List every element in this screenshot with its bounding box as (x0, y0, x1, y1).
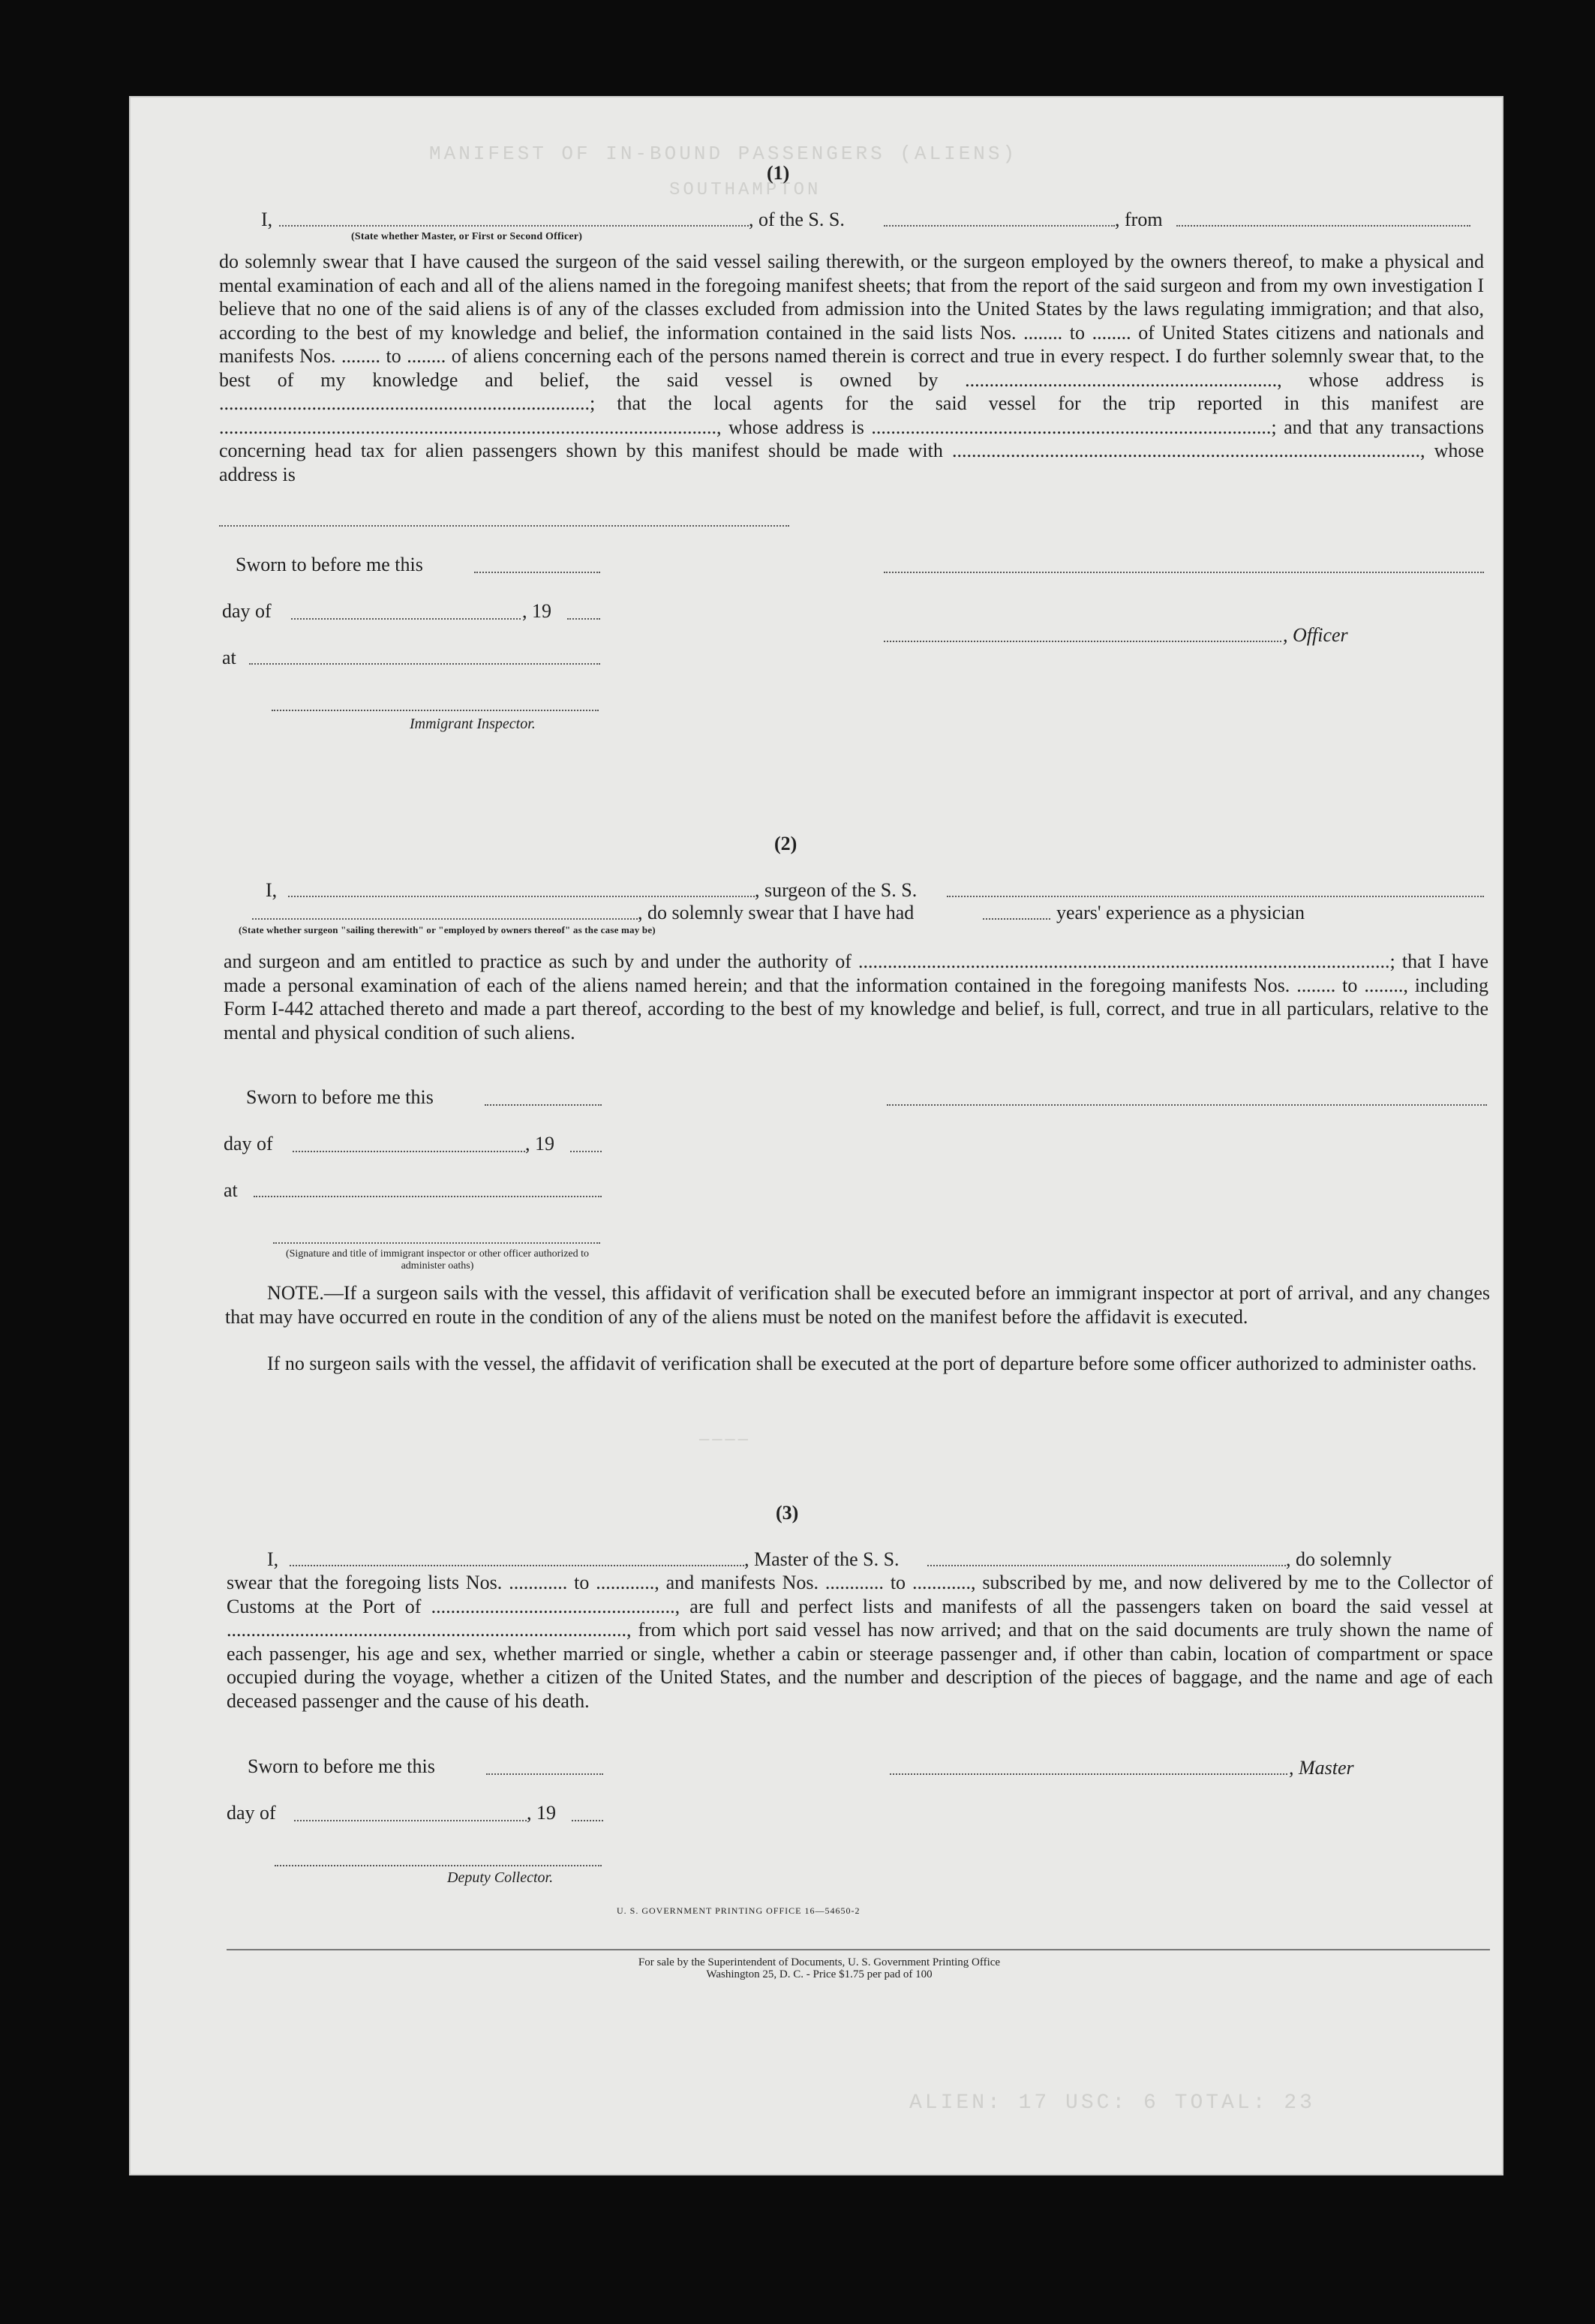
s2-sworn-blank[interactable] (485, 1104, 602, 1106)
s1-at-label: at (222, 647, 236, 668)
s2-year-blank[interactable] (570, 1151, 602, 1152)
s1-day-of-label: day of (222, 600, 272, 622)
s1-from-port-blank[interactable] (1176, 225, 1470, 227)
s2-year-label: , 19 (525, 1133, 554, 1154)
s1-inspector-caption: Immigrant Inspector. (410, 716, 536, 732)
s2-day-of-label: day of (224, 1133, 273, 1154)
printing-office-imprint: U. S. GOVERNMENT PRINTING OFFICE 16—54650-2 (617, 1905, 861, 1916)
s1-officer-label: , Officer (1283, 624, 1348, 646)
s2-ship-name-blank[interactable] (947, 896, 1484, 897)
section-3-number: (3) (776, 1502, 799, 1524)
s3-master-signature-line[interactable] (890, 1773, 1287, 1775)
s3-master-ss-label: , Master of the S. S. (744, 1548, 900, 1570)
s3-day-blank[interactable] (294, 1820, 527, 1821)
s2-signature-caption: (Signature and title of immigrant inspector or other officer authorized to administer oaths) (285, 1248, 590, 1272)
s2-surgeon-caption: (State whether surgeon "sailing therewith" or "employed by owners thereof" as the case may be) (239, 924, 656, 935)
s3-master-label: , Master (1289, 1757, 1354, 1779)
s2-years-label: years' experience as a physician (1056, 902, 1305, 923)
s1-blank-under-body[interactable] (219, 525, 789, 527)
s2-i-label: I, (266, 879, 278, 901)
s1-inspector-signature-line[interactable] (272, 710, 599, 711)
bleed-through-totals: ALIEN: 17 USC: 6 TOTAL: 23 (909, 2091, 1315, 2115)
s3-sworn-label: Sworn to before me this (248, 1755, 435, 1777)
s2-note-2: If no surgeon sails with the vessel, the affidavit of verification shall be executed at the port of departure before some officer authorized to administer oaths. (267, 1353, 1477, 1374)
s1-sworn-blank[interactable] (474, 572, 600, 573)
s2-at-label: at (224, 1179, 238, 1201)
s3-master-name-blank[interactable] (290, 1565, 744, 1566)
s3-year-blank[interactable] (572, 1820, 603, 1821)
s1-day-blank[interactable] (291, 618, 521, 620)
s2-oath-body: and surgeon and am entitled to practice as such by and under the authority of .............................................................................................................; that I have made a personal examination of each of the aliens named herein; and that the information contained in the foregoing manifests Nos. ........ to ........, including Form I-442 attached thereto and made a part thereof, according to the best of my knowledge and belief, is full, correct, and true in all particulars, relative to the mental and physical condition of such aliens. (224, 950, 1488, 1043)
s1-year-label: , 19 (522, 600, 551, 622)
s1-officer-caption: (State whether Master, or First or Second Officer) (351, 231, 583, 242)
s1-i-label: I, (261, 209, 273, 230)
s3-sworn-blank[interactable] (486, 1773, 603, 1775)
s2-swear-label: , do solemnly swear that I have had (638, 902, 915, 923)
footer-divider (227, 1949, 1490, 1950)
s3-i-label: I, (267, 1548, 279, 1570)
s1-at-blank[interactable] (249, 663, 600, 665)
sale-notice-line-2: Washington 25, D. C. - Price $1.75 per pad of 100 (706, 1968, 933, 1980)
s3-solemnly-label: , do solemnly (1286, 1548, 1392, 1570)
bleed-through-mid: ──── (699, 1431, 751, 1450)
s3-year-label: , 19 (527, 1802, 556, 1824)
s3-collector-caption: Deputy Collector. (447, 1869, 554, 1886)
s2-surgeon-name-blank[interactable] (288, 896, 755, 897)
s2-surgeon-ss-label: , surgeon of the S. S. (755, 879, 918, 901)
s2-inspector-signature-line[interactable] (273, 1242, 600, 1244)
sale-notice-line-1: For sale by the Superintendent of Documents, U. S. Government Printing Office (638, 1956, 1001, 1968)
section-1-number: (1) (767, 162, 790, 184)
s1-sworn-label: Sworn to before me this (236, 554, 423, 575)
s1-officer-signature-line-1[interactable] (884, 572, 1484, 573)
document-page (129, 96, 1503, 2175)
bleed-through-header: MANIFEST OF IN-BOUND PASSENGERS (ALIENS) (429, 143, 1018, 165)
section-2-number: (2) (774, 833, 798, 854)
s1-year-blank[interactable] (567, 618, 600, 620)
s1-oath-body: do solemnly swear that I have caused the surgeon of the said vessel sailing therewith, or the surgeon employed by the owners thereof, to make a physical and mental examination of each and all of the aliens named in the foregoing manifest sheets; that from the report of the said surgeon and from my own investigation I believe that no one of the said aliens is of any of the classes excluded from admission into the United States by the laws regulating immigration; and that also, according to the best of my knowledge and belief, the information contained in the said lists Nos. ........ to ........ of United States citizens and nationals and manifests Nos. ........ to ........ of aliens concerning each of the persons named therein is correct and true in every respect. I do further solemnly swear that, to the best of my knowledge and belief, the said vessel is owned by ................................................................, whose address is ............................................................................; that the local agents for the said vessel for the trip reported in this manifest are ......................................................................................................, whose address is ..................................................................................; and that any transactions concerning head tax for alien passengers shown by this manifest should be made with ................................................................................................, whose address is (219, 251, 1484, 485)
s1-ship-name-blank[interactable] (884, 225, 1115, 227)
s3-day-of-label: day of (227, 1802, 276, 1824)
s2-surgeon-signature-line[interactable] (887, 1104, 1487, 1106)
s3-oath-body: swear that the foregoing lists Nos. ............ to ............, and manifests Nos. ............ to ............, subscribed by me, and now delivered by me to the Collector of Customs at the Port of .................................................., are full and perfect lists and manifests of all the passengers taken on board the said vessel at .................................................................................., from which port said vessel has now arrived; and that on the said documents are truly shown the name of each passenger, his age and sex, whether married or single, whether a cabin or steerage passenger and, if other than cabin, location of compartment or space occupied during the voyage, whether a citizen of the United States, and the number and description of the pieces of baggage, and the name and age of each deceased passenger and the cause of his death. (227, 1572, 1493, 1712)
bleed-through-port: SOUTHAMPTON (669, 180, 822, 200)
s2-years-blank[interactable] (983, 918, 1050, 920)
s1-from-label: , from (1115, 209, 1163, 230)
s3-collector-signature-line[interactable] (275, 1865, 602, 1866)
s3-ship-name-blank[interactable] (927, 1565, 1286, 1566)
s1-officer-name-blank[interactable] (279, 225, 749, 227)
s1-of-ss-label: , of the S. S. (749, 209, 845, 230)
s2-at-blank[interactable] (254, 1196, 602, 1197)
s2-note-1: NOTE.—If a surgeon sails with the vessel, this affidavit of verification shall be executed before an immigrant inspector at port of arrival, and any changes that may have occurred en route in the condition of any of the aliens must be noted on the manifest before the affidavit is executed. (225, 1282, 1490, 1328)
s2-day-blank[interactable] (293, 1151, 525, 1152)
s1-officer-signature-line-2[interactable] (884, 641, 1281, 642)
s2-surgeon-type-blank[interactable] (252, 918, 638, 920)
s2-sworn-label: Sworn to before me this (246, 1086, 434, 1108)
